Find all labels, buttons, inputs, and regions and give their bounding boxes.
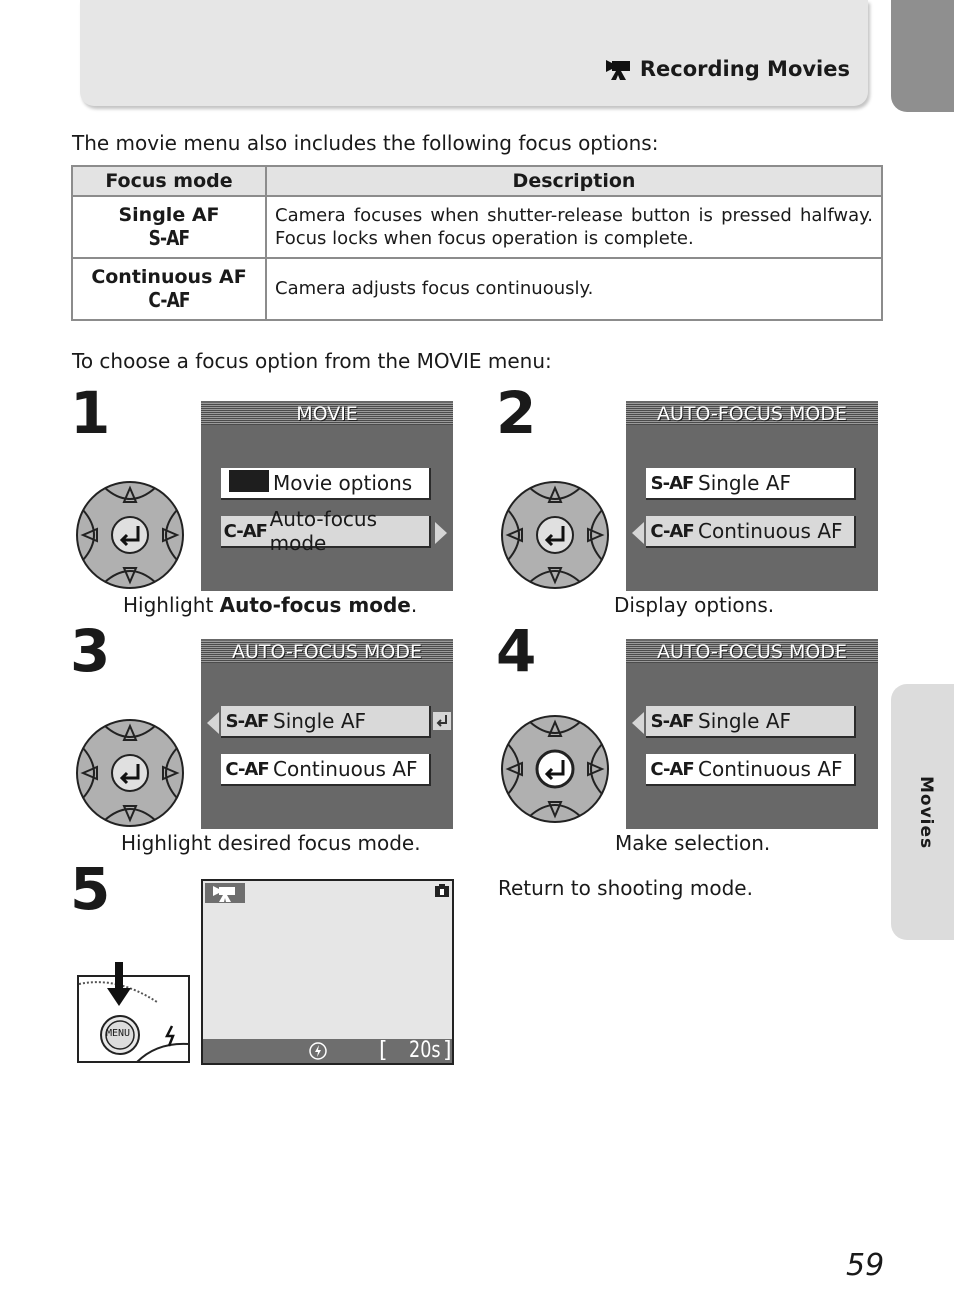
continuous-af-icon: C-AF bbox=[650, 758, 694, 780]
menu-item-label: Single AF bbox=[698, 709, 792, 733]
enter-icon bbox=[433, 712, 451, 730]
step-caption: Highlight desired focus mode. bbox=[121, 831, 421, 855]
table-cell-mode bbox=[72, 258, 266, 320]
menu-item-label: Continuous AF bbox=[273, 757, 418, 781]
table-row bbox=[72, 258, 882, 320]
menu-item-movie-options[interactable] bbox=[221, 468, 431, 500]
step-caption: Return to shooting mode. bbox=[498, 876, 753, 900]
movie-camera-icon bbox=[606, 58, 632, 80]
shooting-mode-screen bbox=[201, 879, 454, 1065]
header-title-text: Recording Movies bbox=[639, 57, 850, 81]
table-header-row bbox=[72, 166, 882, 196]
menu-item-continuous-af[interactable] bbox=[221, 754, 431, 786]
caption-bold: Auto-focus mode bbox=[219, 593, 411, 617]
choose-text: To choose a focus option from the MOVIE menu: bbox=[72, 349, 552, 373]
table-cell-mode bbox=[72, 196, 266, 258]
continuous-af-icon: C-AF bbox=[225, 758, 269, 780]
screen-title: AUTO-FOCUS MODE bbox=[626, 641, 878, 663]
menu-item-label: Single AF bbox=[273, 709, 367, 733]
header-title bbox=[606, 57, 850, 81]
menu-item-label: Movie options bbox=[273, 471, 413, 495]
step-number: 4 bbox=[496, 617, 537, 685]
table-row bbox=[72, 196, 882, 258]
menu-item-continuous-af[interactable] bbox=[646, 754, 856, 786]
menu-item-continuous-af[interactable] bbox=[646, 516, 856, 548]
table-cell-description: Camera focuses when shutter-release button is pressed halfway. Focus locks when focus operation is complete. bbox=[266, 196, 882, 258]
chapter-tab-top bbox=[891, 0, 954, 112]
movie-mode-badge bbox=[205, 883, 245, 903]
lcd-screen bbox=[626, 639, 878, 829]
intro-text: The movie menu also includes the following focus options: bbox=[72, 131, 659, 155]
single-af-icon: S-AF bbox=[650, 472, 694, 494]
multi-selector-icon bbox=[500, 480, 610, 590]
multi-selector-pressed-icon bbox=[500, 714, 610, 824]
focus-mode-table bbox=[71, 165, 883, 321]
mode-name: Continuous AF bbox=[91, 266, 247, 288]
header-box bbox=[80, 0, 868, 106]
step-number: 3 bbox=[70, 617, 111, 685]
arrow-left-icon bbox=[632, 712, 644, 734]
status-bar bbox=[203, 1039, 452, 1063]
continuous-af-icon: C-AF bbox=[148, 288, 190, 312]
arrow-right-icon bbox=[435, 522, 447, 544]
menu-button-illustration bbox=[77, 962, 191, 1064]
menu-item-single-af[interactable] bbox=[221, 706, 431, 738]
caption-text: Highlight bbox=[123, 593, 220, 617]
multi-selector-icon bbox=[75, 480, 185, 590]
table-header-focus-mode: Focus mode bbox=[72, 166, 266, 196]
caption-text: . bbox=[410, 593, 418, 617]
table-header-description: Description bbox=[266, 166, 882, 196]
step-number: 2 bbox=[496, 379, 537, 447]
flash-off-icon bbox=[309, 1042, 327, 1060]
frame-bracket-right: ] bbox=[443, 1038, 452, 1063]
menu-item-label: Continuous AF bbox=[698, 757, 843, 781]
page-number: 59 bbox=[846, 1248, 885, 1283]
multi-selector-icon bbox=[75, 718, 185, 828]
screen-title: AUTO-FOCUS MODE bbox=[626, 403, 878, 425]
lcd-screen bbox=[201, 639, 453, 829]
arrow-left-icon bbox=[207, 712, 219, 734]
step-number: 5 bbox=[70, 855, 111, 923]
menu-item-label: Auto-focus mode bbox=[269, 507, 378, 555]
time-remaining: 20s bbox=[409, 1038, 441, 1063]
menu-item-label: Single AF bbox=[698, 471, 792, 495]
menu-item-auto-focus-mode[interactable] bbox=[221, 507, 431, 555]
screen-title: MOVIE bbox=[201, 403, 453, 425]
frame-bracket-left: [ bbox=[379, 1038, 388, 1063]
movie-camera-icon bbox=[205, 883, 245, 903]
step-caption: Make selection. bbox=[615, 831, 771, 855]
lcd-screen bbox=[626, 401, 878, 591]
movie-camera-icon bbox=[221, 470, 273, 497]
screen-title: AUTO-FOCUS MODE bbox=[201, 641, 453, 663]
step-caption: Display options. bbox=[614, 593, 775, 617]
continuous-af-icon: C-AF bbox=[223, 520, 267, 542]
menu-button-label: MENU bbox=[106, 1028, 131, 1039]
menu-item-label: Continuous AF bbox=[698, 519, 843, 543]
single-af-icon: S-AF bbox=[225, 710, 269, 732]
table-cell-description: Camera adjusts focus continuously. bbox=[266, 258, 882, 320]
single-af-icon: S-AF bbox=[650, 710, 694, 732]
menu-item-single-af[interactable] bbox=[646, 468, 856, 500]
single-af-icon: S-AF bbox=[148, 226, 190, 250]
arrow-left-icon bbox=[632, 522, 644, 544]
menu-item-single-af[interactable] bbox=[646, 706, 856, 738]
mode-name: Single AF bbox=[118, 204, 220, 226]
internal-memory-icon bbox=[434, 884, 450, 898]
continuous-af-icon: C-AF bbox=[650, 520, 694, 542]
step-number: 1 bbox=[70, 379, 111, 447]
step-caption bbox=[123, 593, 417, 617]
lcd-screen bbox=[201, 401, 453, 591]
chapter-tab-label: Movies bbox=[916, 776, 936, 850]
